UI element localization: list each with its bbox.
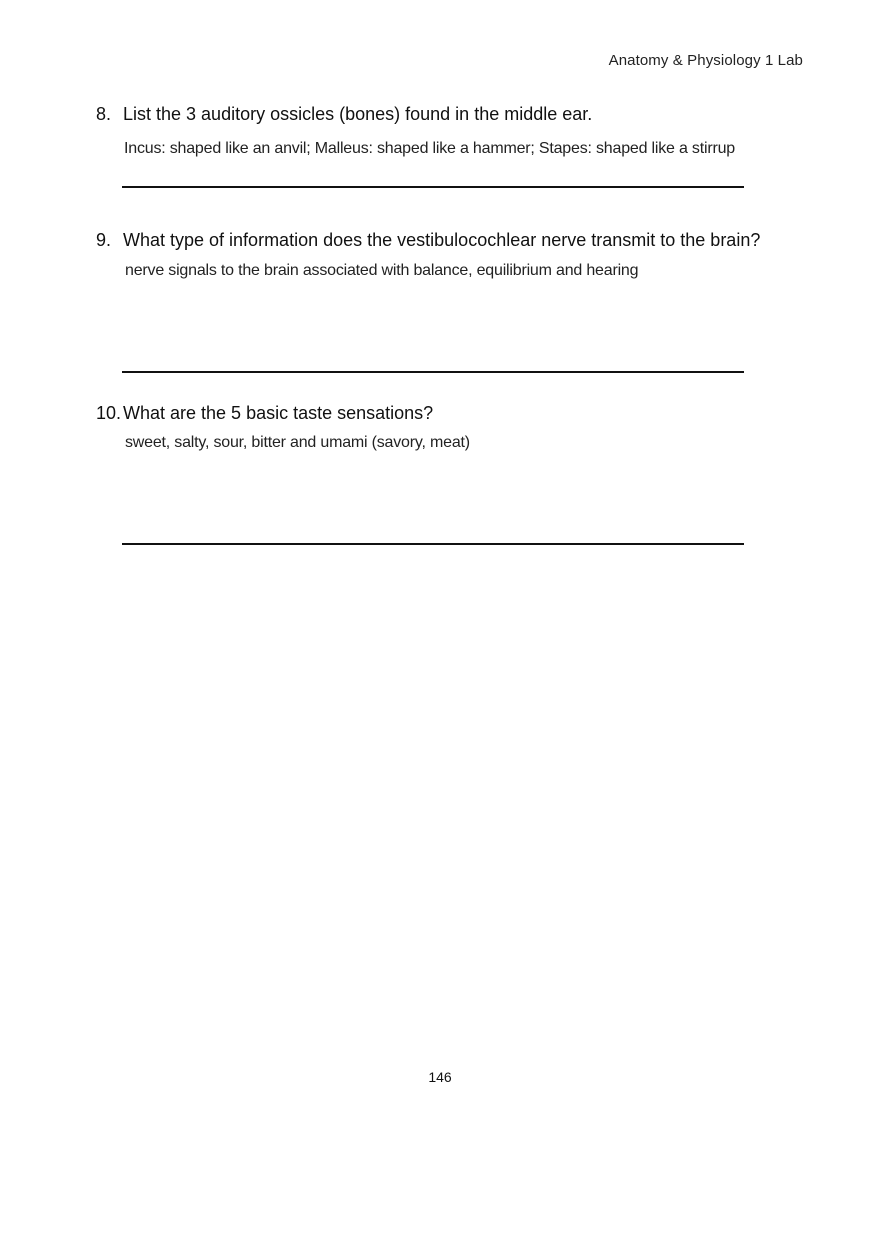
question-number: 8. [96,104,112,124]
answer-9: nerve signals to the brain associated with balance, equilibrium and hearing [125,262,639,279]
answer-line-9 [122,371,744,373]
answer-line-8 [122,186,744,188]
answer-10: sweet, salty, sour, bitter and umami (savory, meat) [125,434,470,451]
question-number: 9. [96,230,112,250]
page-number: 146 [428,1069,452,1085]
question-8 [96,104,592,125]
answer-line-10 [122,543,744,545]
question-9 [96,230,760,251]
course-header: Anatomy & Physiology 1 Lab [608,52,803,69]
question-10 [96,403,433,424]
question-text: What type of information does the vestibulocochlear nerve transmit to the brain? [123,230,761,250]
question-text: List the 3 auditory ossicles (bones) found in the middle ear. [123,104,593,124]
answer-8: Incus: shaped like an anvil; Malleus: shaped like a hammer; Stapes: shaped like a stirrup [124,140,735,157]
question-text: What are the 5 basic taste sensations? [123,403,434,423]
question-number: 10. [96,403,122,423]
